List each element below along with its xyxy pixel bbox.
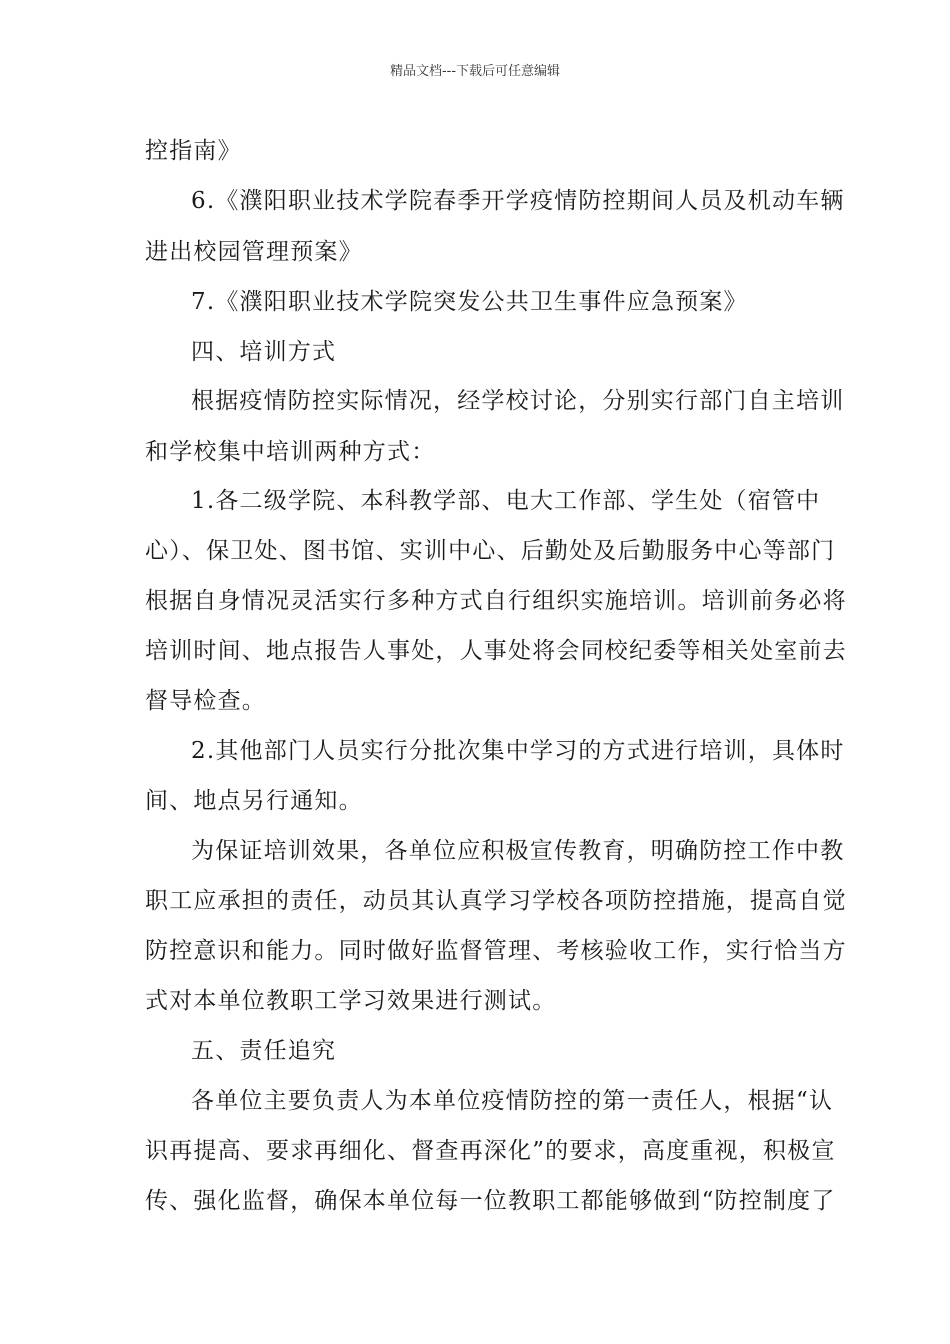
text-line: 防控意识和能力。同时做好监督管理、考核验收工作，实行恰当方 — [145, 938, 847, 964]
text-line: 职工应承担的责任，动员其认真学习学校各项防控措施，提高自觉 — [145, 888, 847, 914]
text-line: 为保证培训效果，各单位应积极宣传教育，明确防控工作中教 — [191, 838, 845, 864]
text-line: 间、地点另行通知。 — [145, 788, 363, 814]
section-heading: 五、责任追究 — [191, 1038, 337, 1064]
text-line: 2.其他部门人员实行分批次集中学习的方式进行培训，具体时 — [191, 738, 845, 764]
text-line: 6.《濮阳职业技术学院春季开学疫情防控期间人员及机动车辆 — [191, 188, 845, 214]
text-line: 7.《濮阳职业技术学院突发公共卫生事件应急预案》 — [191, 289, 748, 315]
text-line: 识再提高、要求再细化、督查再深化”的要求，高度重视，积极宣 — [145, 1138, 836, 1164]
text-line: 1.各二级学院、本科教学部、电大工作部、学生处（宿管中 — [191, 488, 821, 514]
text-line: 传、强化监督，确保本单位每一位教职工都能够做到“防控制度了 — [145, 1188, 836, 1214]
section-heading: 四、培训方式 — [191, 339, 337, 365]
text-line: 控指南》 — [145, 138, 242, 164]
text-line: 根据自身情况灵活实行多种方式自行组织实施培训。培训前务必将 — [145, 588, 847, 614]
text-line: 进出校园管理预案》 — [145, 239, 363, 265]
text-line: 根据疫情防控实际情况，经学校讨论，分别实行部门自主培训 — [191, 388, 845, 414]
page-header: 精品文档---下载后可任意编辑 — [389, 64, 561, 79]
text-line: 督导检查。 — [145, 688, 266, 714]
text-line: 和学校集中培训两种方式： — [145, 439, 436, 465]
text-line: 各单位主要负责人为本单位疫情防控的第一责任人，根据“认 — [191, 1088, 834, 1114]
text-line: 心）、保卫处、图书馆、实训中心、后勤处及后勤服务中心等部门 — [145, 538, 836, 564]
text-line: 式对本单位教职工学习效果进行测试。 — [145, 988, 557, 1014]
text-line: 培训时间、地点报告人事处，人事处将会同校纪委等相关处室前去 — [145, 638, 847, 664]
